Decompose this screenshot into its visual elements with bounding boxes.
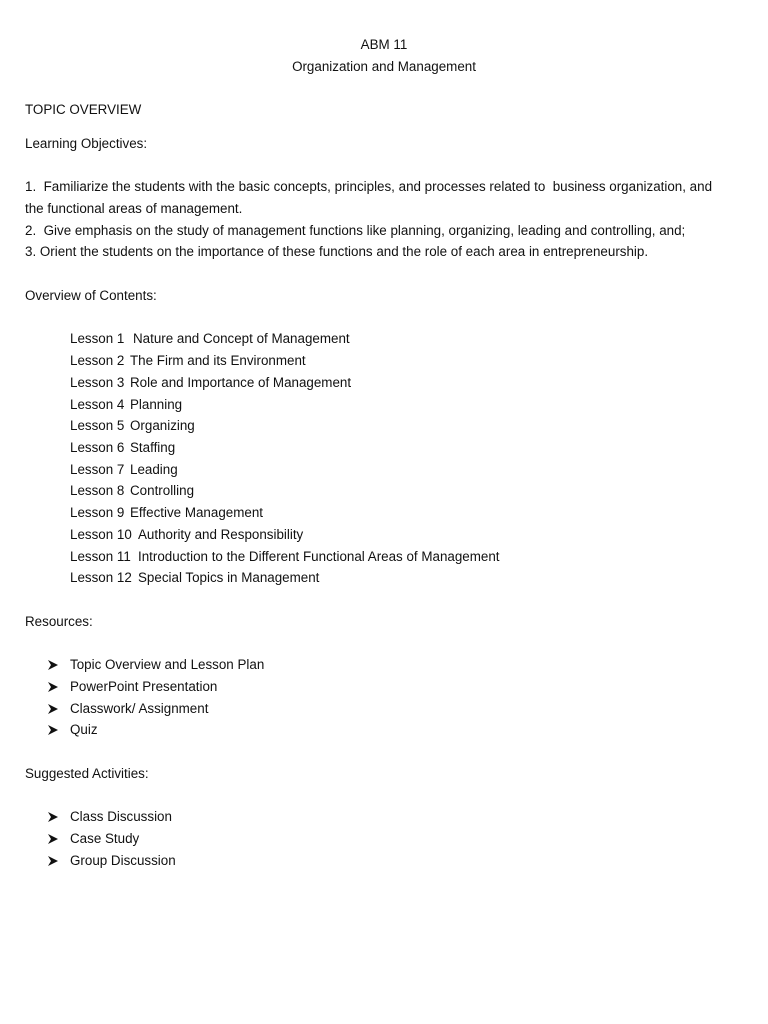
lesson-title: Nature and Concept of Management — [133, 331, 350, 346]
list-item: Case Study — [70, 831, 140, 846]
arrowhead-bullet-icon — [47, 852, 61, 870]
arrowhead-bullet-icon — [47, 678, 61, 696]
lesson-number: Lesson 1 — [70, 331, 125, 346]
arrowhead-bullet-icon — [47, 830, 61, 848]
lesson-title: Role and Importance of Management — [130, 375, 352, 390]
lesson-number: Lesson 6 — [70, 440, 125, 455]
arrowhead-bullet-icon — [47, 721, 61, 739]
course-code: ABM 11 — [360, 37, 408, 52]
lesson-title: Leading — [130, 462, 178, 477]
list-item: Group Discussion — [70, 853, 176, 868]
lesson-number: Lesson 4 — [70, 397, 125, 412]
lesson-title: Special Topics in Management — [138, 570, 320, 585]
lesson-title: The Firm and its Environment — [130, 353, 306, 368]
lesson-title: Staffing — [130, 440, 176, 455]
lesson-number: Lesson 12 — [70, 570, 132, 585]
list-item: PowerPoint Presentation — [70, 679, 218, 694]
objective-line: 2. Give emphasis on the study of management functions like planning, organizing, leading and controlling, and; — [25, 223, 686, 238]
lesson-number: Lesson 9 — [70, 505, 125, 520]
list-item: Class Discussion — [70, 809, 172, 824]
list-item: Quiz — [70, 722, 98, 737]
activities-heading: Suggested Activities: — [25, 766, 149, 781]
contents-heading: Overview of Contents: — [25, 288, 157, 303]
subject-title: Organization and Management — [292, 59, 476, 74]
lesson-title: Controlling — [130, 483, 195, 498]
list-item: Topic Overview and Lesson Plan — [70, 657, 265, 672]
lesson-title: Planning — [130, 397, 183, 412]
list-item: Classwork/ Assignment — [70, 701, 209, 716]
arrowhead-bullet-icon — [47, 808, 61, 826]
topic-overview-heading: TOPIC OVERVIEW — [25, 102, 142, 117]
lesson-number: Lesson 2 — [70, 353, 125, 368]
arrowhead-bullet-icon — [47, 656, 61, 674]
learning-objectives-heading: Learning Objectives: — [25, 136, 148, 151]
objective-line: 3. Orient the students on the importance of these functions and the role of each area in entrepreneurship. — [25, 244, 649, 259]
lesson-number: Lesson 7 — [70, 462, 125, 477]
lesson-number: Lesson 5 — [70, 418, 125, 433]
lesson-title: Effective Management — [130, 505, 263, 520]
lesson-number: Lesson 8 — [70, 483, 125, 498]
lesson-title: Organizing — [130, 418, 195, 433]
lesson-number: Lesson 3 — [70, 375, 125, 390]
objective-line: 1. Familiarize the students with the basic concepts, principles, and processes related to business organization, and — [25, 179, 713, 194]
objective-line: the functional areas of management. — [25, 201, 243, 216]
arrowhead-bullet-icon — [47, 700, 61, 718]
resources-heading: Resources: — [25, 614, 93, 629]
lesson-number: Lesson 11 — [70, 549, 131, 564]
lesson-title: Authority and Responsibility — [138, 527, 304, 542]
lesson-title: Introduction to the Different Functional Areas of Management — [138, 549, 500, 564]
lesson-number: Lesson 10 — [70, 527, 132, 542]
